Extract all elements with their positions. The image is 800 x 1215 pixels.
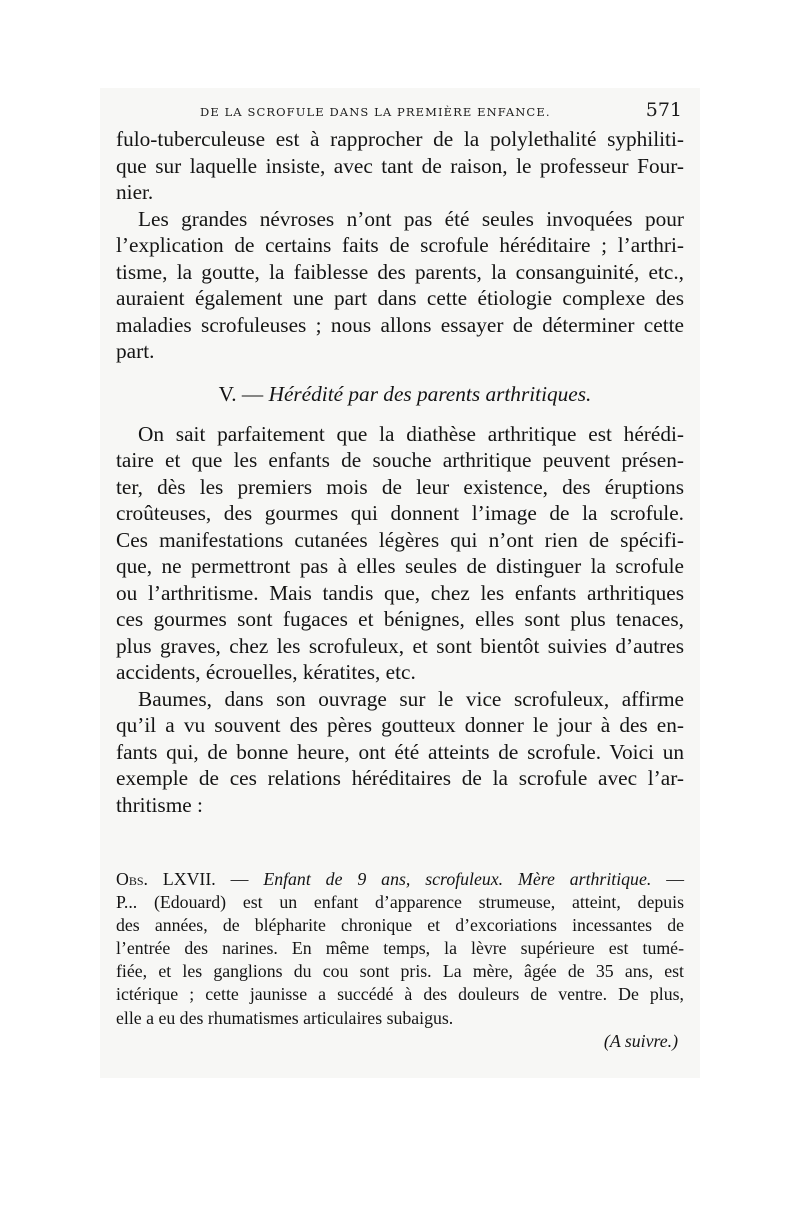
text-line: On sait parfaitement que la diathèse arthritique est hérédi- <box>138 421 684 446</box>
paragraph-2 <box>116 206 684 365</box>
observation-line: ictérique ; cette jaunisse a succédé à des douleurs de ventre. De plus, <box>116 984 684 1005</box>
text-line: l’explication de certains faits de scrofule héréditaire ; l’arthri- <box>116 233 684 257</box>
observation-dash: — <box>215 869 264 889</box>
observation-label: Obs. LXVII. <box>116 869 216 889</box>
section-heading <box>116 381 684 407</box>
text-line: croûteuses, des gourmes qui donnent l’image de la scrofule. <box>116 501 684 525</box>
paragraph-4 <box>116 686 684 819</box>
text-line: taire et que les enfants de souche arthritique peuvent présen- <box>116 448 684 472</box>
observation-line: des années, de blépharite chronique et d’excoriations incessantes de <box>116 915 684 936</box>
section-number: V. — <box>218 381 264 406</box>
to-follow-note: (A suivre.) <box>603 1030 678 1051</box>
observation-line: l’entrée des narines. En même temps, la lèvre supérieure est tumé- <box>116 938 684 959</box>
text-line: ter, dès les premiers mois de leur existence, des éruptions <box>116 474 684 499</box>
text-line: plus graves, chez les scrofuleux, et sont bientôt suivies d’autres <box>116 633 684 658</box>
text-line: accidents, écrouelles, kératites, etc. <box>116 660 416 684</box>
text-line: que, ne permettront pas à elles seules de distinguer la scrofule <box>116 554 684 578</box>
text-line: Baumes, dans son ouvrage sur le vice scrofuleux, affirme <box>138 686 684 711</box>
paragraph-3 <box>116 421 684 686</box>
text-line: exemple de ces relations héréditaires de la scrofule avec l’ar- <box>116 766 684 790</box>
page-header <box>200 99 682 123</box>
observation-line: elle a eu des rhumatismes articulaires subaigus. <box>116 1007 454 1028</box>
observation-title: Enfant de 9 ans, scrofuleux. Mère arthritique. <box>263 869 652 889</box>
text-line: ces gourmes sont fugaces et bénignes, elles sont plus tenaces, <box>116 607 684 631</box>
text-line: tisme, la goutte, la faiblesse des parents, la consanguinité, etc., <box>116 259 684 284</box>
text-line: fants qui, de bonne heure, ont été atteints de scrofule. Voici un <box>116 739 684 764</box>
main-text <box>116 126 684 818</box>
paragraph-1 <box>116 126 684 206</box>
text-line: que sur laquelle insiste, avec tant de raison, le professeur Four- <box>116 153 684 178</box>
observation-line: fiée, et les ganglions du cou sont pris. La mère, âgée de 35 ans, est <box>116 961 684 982</box>
running-head: DE LA SCROFULE DANS LA PREMIÈRE ENFANCE. <box>200 105 551 119</box>
text-line: Ces manifestations cutanées légères qui n’ont rien de spécifi- <box>116 527 684 552</box>
observation-block <box>116 868 684 1053</box>
page-number: 571 <box>645 99 682 121</box>
text-line: thritisme : <box>116 792 203 817</box>
observation-line: P... (Edouard) est un enfant d’apparence strumeuse, atteint, depuis <box>116 892 684 913</box>
text-line: auraient également une part dans cette étiologie complexe des <box>116 286 684 310</box>
text-line: part. <box>116 339 155 363</box>
text-line: qu’il a vu souvent des pères goutteux donner le jour à des en- <box>116 713 684 737</box>
observation-title-line <box>116 868 684 891</box>
observation-title-dash: — <box>651 869 684 889</box>
text-line: fulo-tuberculeuse est à rapprocher de la polylethalité syphiliti- <box>116 127 684 151</box>
text-line: maladies scrofuleuses ; nous allons essayer de déterminer cette <box>116 312 684 337</box>
text-line: nier. <box>116 180 154 204</box>
text-line: Les grandes névroses n’ont pas été seules invoquées pour <box>138 206 684 231</box>
text-line: ou l’arthritisme. Mais tandis que, chez les enfants arthritiques <box>116 580 684 605</box>
section-title: Hérédité par des parents arthritiques. <box>268 381 592 406</box>
